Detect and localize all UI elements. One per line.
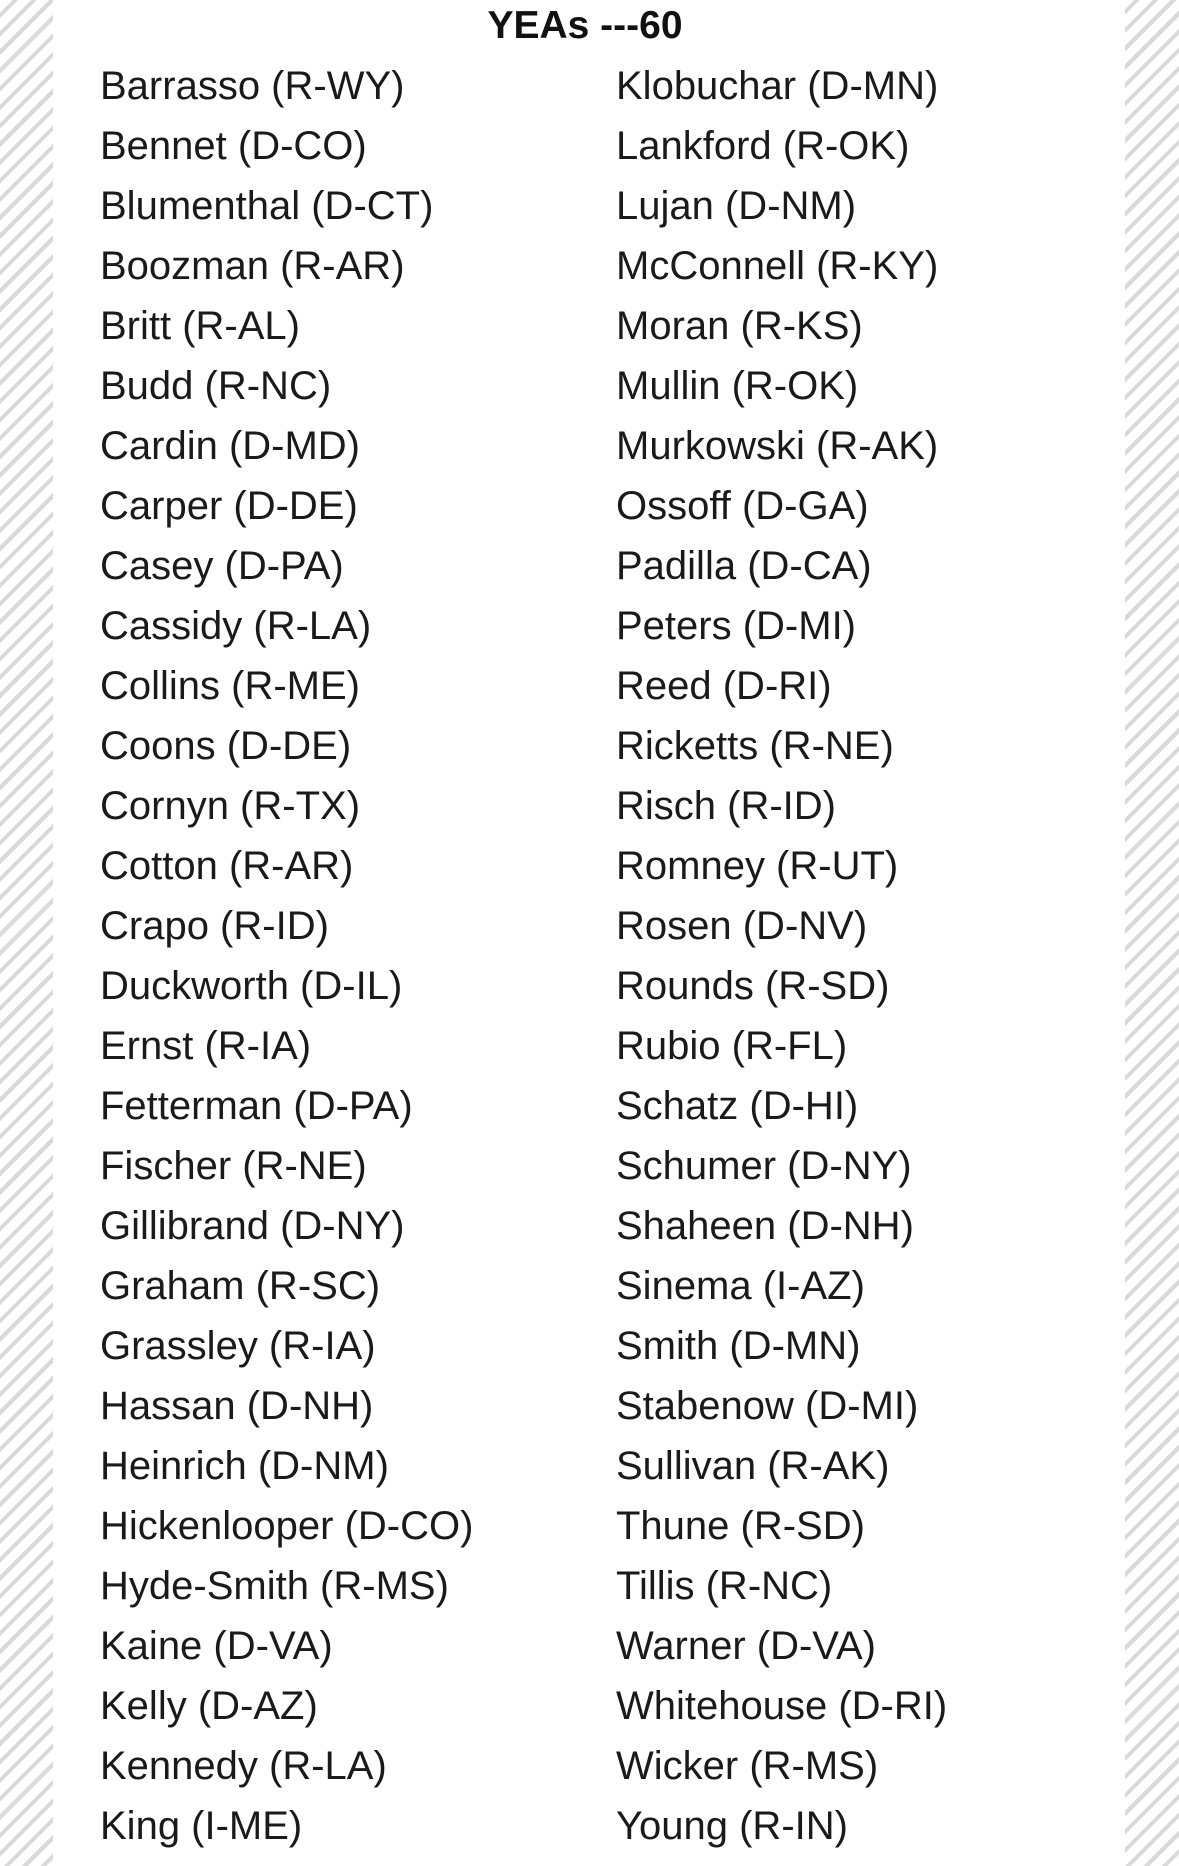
senator-item: Schumer (D-NY) — [616, 1144, 912, 1188]
senator-item: Hassan (D-NH) — [100, 1384, 374, 1428]
senator-item: Kennedy (R-LA) — [100, 1744, 387, 1788]
senator-item: Wicker (R-MS) — [616, 1744, 879, 1788]
senator-item: King (I-ME) — [100, 1804, 303, 1848]
senator-item: Sinema (I-AZ) — [616, 1264, 865, 1308]
senator-item: Blumenthal (D-CT) — [100, 184, 434, 228]
senator-item: Reed (D-RI) — [616, 664, 832, 708]
senator-item: Kelly (D-AZ) — [100, 1684, 318, 1728]
senator-item: Graham (R-SC) — [100, 1264, 381, 1308]
senator-item: Shaheen (D-NH) — [616, 1204, 914, 1248]
senator-item: Heinrich (D-NM) — [100, 1444, 389, 1488]
senator-item: Whitehouse (D-RI) — [616, 1684, 948, 1728]
senator-item: Cotton (R-AR) — [100, 844, 354, 888]
senator-item: Murkowski (R-AK) — [616, 424, 939, 468]
senator-item: Duckworth (D-IL) — [100, 964, 403, 1008]
senator-list-left — [100, 56, 473, 1856]
senator-item: Stabenow (D-MI) — [616, 1384, 919, 1428]
senator-item: Tillis (R-NC) — [616, 1564, 833, 1608]
senator-item: Fetterman (D-PA) — [100, 1084, 413, 1128]
senator-item: Padilla (D-CA) — [616, 544, 872, 588]
senator-item: Cassidy (R-LA) — [100, 604, 372, 648]
senator-item: Hyde-Smith (R-MS) — [100, 1564, 449, 1608]
senator-item: Gillibrand (D-NY) — [100, 1204, 405, 1248]
senator-item: McConnell (R-KY) — [616, 244, 939, 288]
senator-item: Rosen (D-NV) — [616, 904, 868, 948]
senator-item: Fischer (R-NE) — [100, 1144, 367, 1188]
senator-item: Schatz (D-HI) — [616, 1084, 859, 1128]
senator-item: Cardin (D-MD) — [100, 424, 360, 468]
senator-item: Cornyn (R-TX) — [100, 784, 361, 828]
senator-item: Young (R-IN) — [616, 1804, 848, 1848]
senator-item: Rounds (R-SD) — [616, 964, 890, 1008]
senator-item: Britt (R-AL) — [100, 304, 300, 348]
senator-item: Rubio (R-FL) — [616, 1024, 848, 1068]
senator-item: Kaine (D-VA) — [100, 1624, 333, 1668]
senator-item: Moran (R-KS) — [616, 304, 863, 348]
senator-item: Ernst (R-IA) — [100, 1024, 312, 1068]
senator-item: Thune (R-SD) — [616, 1504, 865, 1548]
senator-item: Warner (D-VA) — [616, 1624, 876, 1668]
senator-item: Ossoff (D-GA) — [616, 484, 869, 528]
senator-item: Boozman (R-AR) — [100, 244, 405, 288]
senator-item: Coons (D-DE) — [100, 724, 352, 768]
senator-item: Barrasso (R-WY) — [100, 64, 405, 108]
senator-item: Romney (R-UT) — [616, 844, 899, 888]
senator-item: Lankford (R-OK) — [616, 124, 910, 168]
senator-item: Grassley (R-IA) — [100, 1324, 376, 1368]
senator-list-right — [616, 56, 947, 1856]
senator-item: Collins (R-ME) — [100, 664, 360, 708]
senator-item: Carper (D-DE) — [100, 484, 358, 528]
senator-item: Smith (D-MN) — [616, 1324, 861, 1368]
senator-item: Crapo (R-ID) — [100, 904, 329, 948]
senator-item: Ricketts (R-NE) — [616, 724, 894, 768]
senator-item: Peters (D-MI) — [616, 604, 856, 648]
senator-item: Lujan (D-NM) — [616, 184, 857, 228]
senator-item: Casey (D-PA) — [100, 544, 344, 588]
senator-item: Budd (R-NC) — [100, 364, 332, 408]
senator-item: Klobuchar (D-MN) — [616, 64, 939, 108]
senator-item: Sullivan (R-AK) — [616, 1444, 890, 1488]
senator-item: Risch (R-ID) — [616, 784, 836, 828]
senator-item: Hickenlooper (D-CO) — [100, 1504, 474, 1548]
senator-item: Bennet (D-CO) — [100, 124, 367, 168]
vote-list-panel — [53, 0, 1125, 1866]
vote-title: YEAs ---60 — [487, 4, 683, 47]
senator-item: Mullin (R-OK) — [616, 364, 859, 408]
